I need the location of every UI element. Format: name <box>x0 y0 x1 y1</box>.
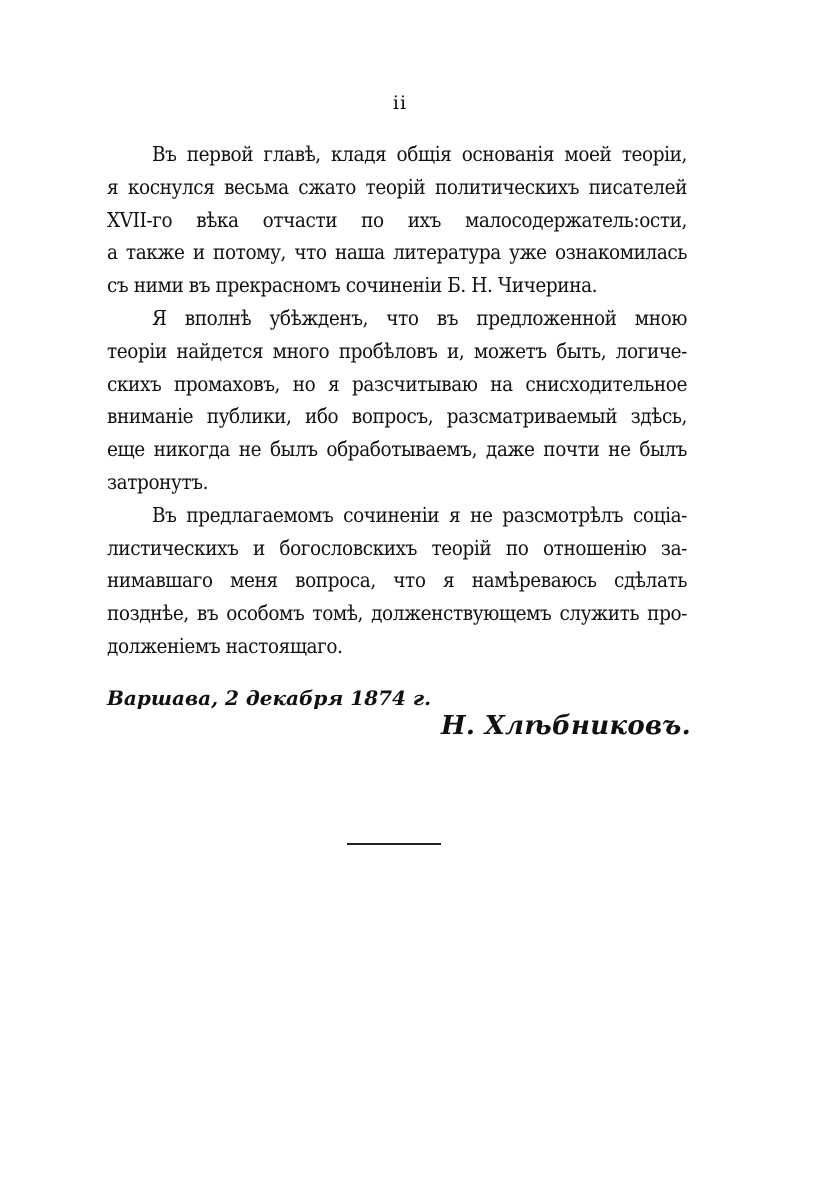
paragraph-3-line-5: долженіемъ настоящаго. <box>107 633 343 658</box>
body-text <box>107 138 687 663</box>
paragraph-3-line-3: нимавшаго меня вопроса, что я намѣреваюсь сдѣлать <box>107 568 687 593</box>
paragraph-2-line-6: затронутъ. <box>107 469 209 494</box>
paragraph-1-line-3: XVII-го вѣка отчасти по ихъ малосодержатель:ости, <box>107 207 687 232</box>
paragraph-1-line-1: Въ первой главѣ, кладя общія основанія моей теоріи, <box>152 142 687 166</box>
page-number: ii <box>392 92 408 114</box>
paragraph-3-line-2: листическихъ и богословскихъ теорій по отношенію за- <box>107 535 687 560</box>
paragraph-1-line-2: я коснулся весьма сжато теорій политическихъ писателей <box>107 174 687 199</box>
paragraph-2-line-4: вниманіе публики, ибо вопросъ, разсматриваемый здѣсь, <box>107 404 687 429</box>
paragraph-2-line-1: Я вполнѣ убѣжденъ, что въ предложенной мною <box>152 305 687 330</box>
closing-rule <box>347 843 441 845</box>
paragraph-2-line-2: теоріи найдется много пробѣловъ и, можетъ быть, логиче- <box>107 338 687 363</box>
dateline: Варшава, 2 декабря 1874 г. <box>107 686 432 710</box>
paragraph-2-line-3: скихъ промаховъ, но я разсчитываю на снисходительное <box>107 371 687 396</box>
paragraph-3-line-4: позднѣе, въ особомъ томѣ, долженствующемъ служить про- <box>107 601 687 626</box>
paragraph-1-line-4: а также и потому, что наша литература уже ознакомилась <box>107 240 687 265</box>
paragraph-1-line-5: съ ними въ прекрасномъ сочиненіи Б. Н. Чичерина. <box>107 273 598 298</box>
paragraph-2-line-5: еще никогда не былъ обработываемъ, даже почти не былъ <box>107 437 687 462</box>
author-signature: Н. Хлѣбниковъ. <box>441 711 691 741</box>
paragraph-3-line-1: Въ предлагаемомъ сочиненіи я не разсмотрѣлъ соціа- <box>152 502 687 527</box>
